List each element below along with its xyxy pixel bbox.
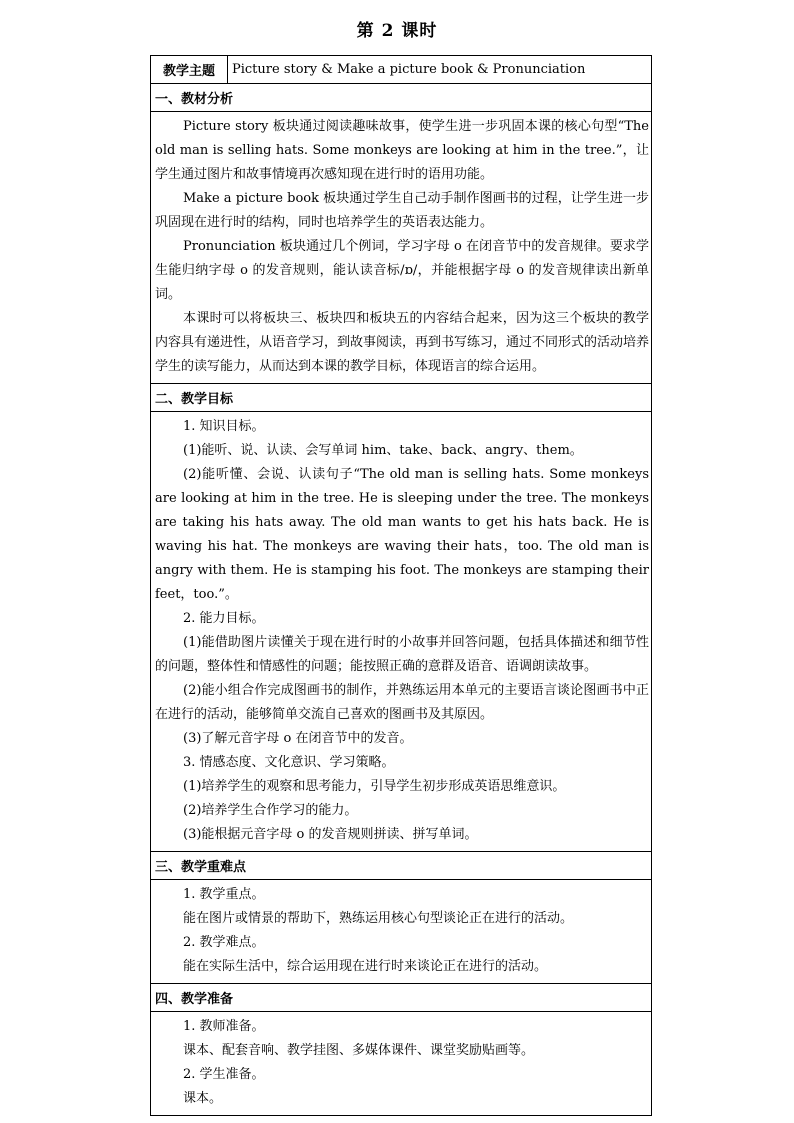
section-teaching-preparation [151, 983, 651, 1115]
topic-value: Picture story & Make a picture book & Pronunciation [232, 62, 586, 77]
paragraph: (1)能听、说、认读、会写单词 him、take、back、angry、them。 [183, 443, 583, 458]
section-heading: 一、教材分析 [151, 84, 651, 112]
section-body [151, 412, 651, 851]
page-title: 第 2 课时 [356, 21, 438, 41]
section-body [151, 880, 651, 983]
paragraph: (3)了解元音字母 o 在闭音节中的发音。 [183, 731, 413, 746]
paragraph: (2)能听懂、会说、认读句子“The old man is selling hats. Some monkeys are looking at him in the tree. He is sleeping under the tree. The monkeys are taking his hats away. The old man wants to get his hats back. He is waving his hat. The monkeys are waving their hats，too. The old man is angry with them. He is stamping his foot. The monkeys are stamping their feet，too.”。 [155, 467, 649, 602]
paragraph: 能在图片或情景的帮助下，熟练运用核心句型谈论正在进行的活动。 [183, 911, 574, 926]
topic-label: 教学主题 [151, 56, 228, 83]
paragraph: 1. 教学重点。 [183, 887, 265, 902]
section-body [151, 1012, 651, 1115]
paragraph: Pronunciation 板块通过几个例词，学习字母 o 在闭音节中的发音规律。要求学生能归纳字母 o 的发音规则，能认读音标/ɒ/，并能根据字母 o 的发音规律读出新单词。 [155, 239, 649, 302]
section-heading: 二、教学目标 [151, 384, 651, 412]
paragraph: 本课时可以将板块三、板块四和板块五的内容结合起来，因为这三个板块的教学内容具有递进性，从语音学习，到故事阅读，再到书写练习，通过不同形式的活动培养学生的读写能力，从而达到本课的教学目标，体现语言的综合运用。 [155, 311, 650, 374]
section-materials-analysis [151, 84, 651, 383]
paragraph: 能在实际生活中，综合运用现在进行时来谈论正在进行的活动。 [183, 959, 548, 974]
paragraph: (1)培养学生的观察和思考能力，引导学生初步形成英语思维意识。 [183, 779, 566, 794]
paragraph: 课本。 [183, 1091, 223, 1106]
paragraph: 2. 学生准备。 [183, 1067, 265, 1082]
paragraph: 1. 知识目标。 [183, 419, 265, 434]
topic-row [151, 56, 651, 84]
paragraph: 课本、配套音响、教学挂图、多媒体课件、课堂奖励贴画等。 [183, 1043, 535, 1058]
paragraph: Picture story 板块通过阅读趣味故事，使学生进一步巩固本课的核心句型“The old man is selling hats. Some monkeys are looking at him in the tree.”，让学生通过图片和故事情境再次感知现在进行时的语用功能。 [155, 119, 649, 182]
paragraph: (1)能借助图片读懂关于现在进行时的小故事并回答问题，包括具体描述和细节性的问题，整体性和情感性的问题；能按照正确的意群及语音、语调朗读故事。 [155, 635, 649, 674]
section-teaching-objectives [151, 383, 651, 851]
paragraph: (3)能根据元音字母 o 的发音规则拼读、拼写单词。 [183, 827, 478, 842]
paragraph: 3. 情感态度、文化意识、学习策略。 [183, 755, 395, 770]
paragraph: 2. 教学难点。 [183, 935, 265, 950]
paragraph: Make a picture book 板块通过学生自己动手制作图画书的过程，让学生进一步巩固现在进行时的结构，同时也培养学生的英语表达能力。 [155, 191, 649, 230]
section-heading: 三、教学重难点 [151, 852, 651, 880]
section-body [151, 112, 651, 383]
paragraph: 1. 教师准备。 [183, 1019, 265, 1034]
paragraph: (2)能小组合作完成图画书的制作，并熟练运用本单元的主要语言谈论图画书中正在进行的活动，能够简单交流自己喜欢的图画书及其原因。 [155, 683, 649, 722]
paragraph: (2)培养学生合作学习的能力。 [183, 803, 358, 818]
lesson-plan-table [150, 55, 652, 1116]
section-heading: 四、教学准备 [151, 984, 651, 1012]
paragraph: 2. 能力目标。 [183, 611, 265, 626]
section-key-difficult-points [151, 851, 651, 983]
